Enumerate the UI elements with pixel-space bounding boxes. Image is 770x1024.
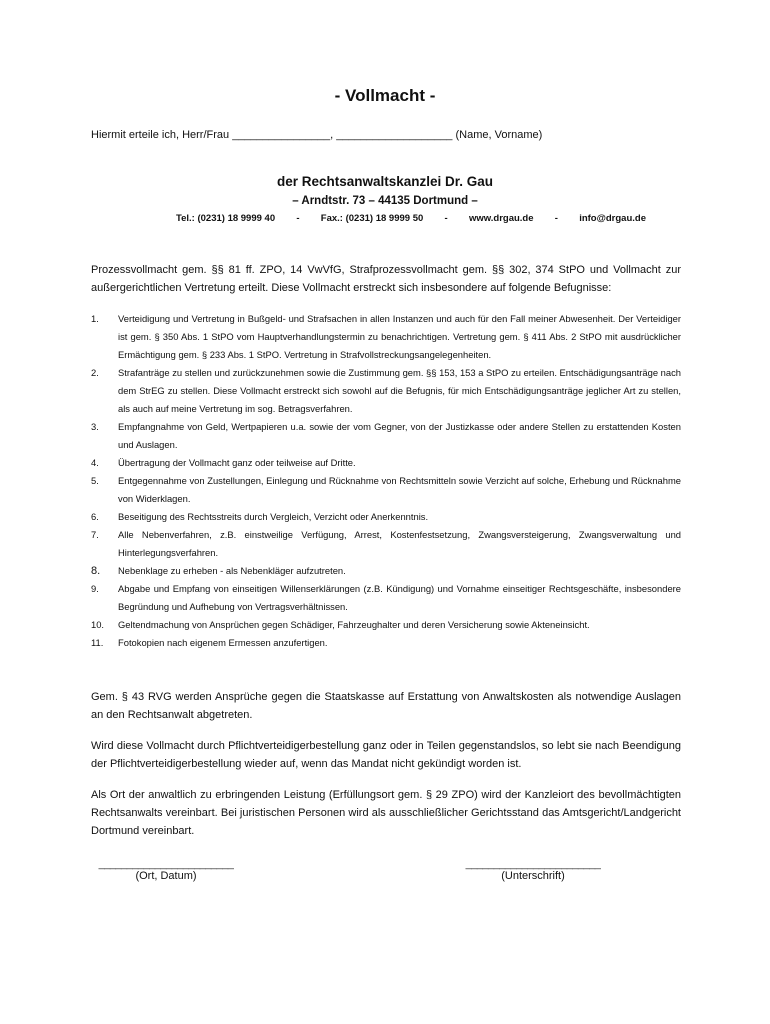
firm-address: – Arndtstr. 73 – 44135 Dortmund –	[292, 195, 478, 207]
signature-signature	[458, 858, 608, 882]
list-item	[91, 364, 681, 418]
signature-label: (Unterschrift)	[501, 870, 565, 882]
list-item-text: Beseitigung des Rechtsstreits durch Vergleich, Verzicht oder Anerkenntnis.	[118, 511, 429, 522]
list-item-number: 9.	[91, 583, 99, 594]
list-item-text: Nebenklage zu erheben - als Nebenkläger aufzutreten.	[118, 565, 346, 576]
list-item-text: Empfangnahme von Geld, Wertpapieren u.a. sowie der vom Gegner, von der Justizkasse oder andere Stellen zu erstattenden Kosten und Auslagen.	[118, 421, 681, 450]
list-item-number: 2.	[91, 367, 99, 378]
list-item	[91, 616, 681, 634]
list-item	[91, 454, 681, 472]
firm-email: info@drgau.de	[579, 213, 646, 224]
list-item-text: Verteidigung und Vertretung in Bußgeld- und Strafsachen in allen Instanzen und auch für den Fall meiner Abwesenheit. Der Verteidiger ist gem. § 350 Abs. 1 StPO vom Hauptverhandlungstermin zu benachrichtigen. Vertretung gem. § 411 Abs. 2 StPO mit ausdrücklicher Ermächtigung gem. § 233 Abs. 1 StPO. Vertretung in Strafvollstreckungsangelegenheiten.	[118, 313, 681, 360]
firm-phone: Tel.: (0231) 18 9999 40	[176, 213, 276, 224]
document-title: - Vollmacht -	[334, 86, 436, 105]
signature-line: ________________________	[98, 858, 234, 870]
list-item-text: Entgegennahme von Zustellungen, Einlegung und Rücknahme von Rechtsmitteln sowie Verzicht auf solche, Erhebung und Rücknahme von Widerklagen.	[118, 475, 681, 504]
list-item-text: Abgabe und Empfang von einseitigen Willenserklärungen (z.B. Kündigung) und Vornahme einseitiger Rechtsgeschäfte, insbesondere Begründung und Aufhebung von Vertragsverhältnissen.	[118, 583, 681, 612]
contact-separator: -	[296, 213, 300, 224]
list-item	[91, 472, 681, 508]
list-item-number: 11.	[91, 637, 104, 648]
signature-line: ________________________	[465, 858, 601, 870]
intro-line: Hiermit erteile ich, Herr/Frau ________________, ___________________ (Name, Vorname)	[91, 129, 543, 141]
list-item-text: Geltendmachung von Ansprüchen gegen Schädiger, Fahrzeughalter und deren Versicherung sowie Akteneinsicht.	[118, 619, 590, 630]
list-item-number: 3.	[91, 421, 99, 432]
list-item-text: Alle Nebenverfahren, z.B. einstweilige Verfügung, Arrest, Kostenfestsetzung, Zwangsversteigerung, Zwangsverwaltung und Hinterlegungsverfahren.	[118, 529, 681, 558]
paragraph-gerichtsstand: Als Ort der anwaltlich zu erbringenden Leistung (Erfüllungsort gem. § 29 ZPO) wird der Kanzleiort des bevollmächtigten Rechtsanwalts vereinbart. Bei juristischen Personen wird als ausschließlicher Gerichtsstand das Amtsgericht/Landgericht Dortmund vereinbart.	[91, 789, 681, 837]
list-item	[91, 310, 681, 364]
authority-list	[91, 310, 681, 652]
contact-separator: -	[444, 213, 448, 224]
list-item-text: Übertragung der Vollmacht ganz oder teilweise auf Dritte.	[118, 457, 356, 468]
list-item-number: 6.	[91, 511, 99, 522]
list-item	[91, 580, 681, 616]
paragraph-rvg: Gem. § 43 RVG werden Ansprüche gegen die Staatskasse auf Erstattung von Anwaltskosten als notwendige Auslagen an den Rechtsanwalt abgetreten.	[91, 691, 681, 721]
list-item-number: 1.	[91, 313, 99, 324]
paragraph-pflichtverteidiger: Wird diese Vollmacht durch Pflichtverteidigerbestellung ganz oder in Teilen gegenstandslos, so lebt sie nach Beendigung der Pflichtverteidigerbestellung wieder auf, wenn das Mandat nicht gekündigt worden ist.	[91, 740, 681, 770]
firm-fax: Fax.: (0231) 18 9999 50	[320, 213, 424, 224]
list-item-text: Strafanträge zu stellen und zurückzunehmen sowie die Zustimmung gem. §§ 153, 153 a StPO zu erteilen. Entschädigungsanträge nach dem StrEG zu stellen. Diese Vollmacht erstreckt sich sowohl auf die Befugnis, für mich Entschädigungsanträge jeglicher Art zu stellen, als auch auf meine Vertretung im sog. Betragsverfahren.	[118, 367, 681, 414]
contact-separator: -	[554, 213, 558, 224]
list-item-text: Fotokopien nach eigenem Ermessen anzufertigen.	[118, 637, 328, 648]
list-item-number: 4.	[91, 457, 99, 468]
place-date-label: (Ort, Datum)	[135, 870, 197, 882]
list-item	[91, 418, 681, 454]
list-item	[91, 634, 681, 652]
list-item-number: 8.	[91, 565, 101, 577]
signature-place-date	[91, 858, 241, 882]
list-item-number: 5.	[91, 475, 99, 486]
firm-name: der Rechtsanwaltskanzlei Dr. Gau	[276, 174, 494, 189]
list-item	[91, 526, 681, 562]
firm-website: www.drgau.de	[468, 213, 534, 224]
list-item-number: 10.	[91, 619, 105, 630]
firm-contact-line	[176, 213, 646, 224]
list-item-number: 7.	[91, 529, 99, 540]
list-item	[91, 508, 681, 526]
paragraph-scope: Prozessvollmacht gem. §§ 81 ff. ZPO, 14 VwVfG, Strafprozessvollmacht gem. §§ 302, 374 StPO und Vollmacht zur außergerichtlichen Vertretung erteilt. Diese Vollmacht erstreckt sich insbesondere auf folgende Befugnisse:	[91, 264, 681, 294]
list-item	[91, 562, 681, 580]
